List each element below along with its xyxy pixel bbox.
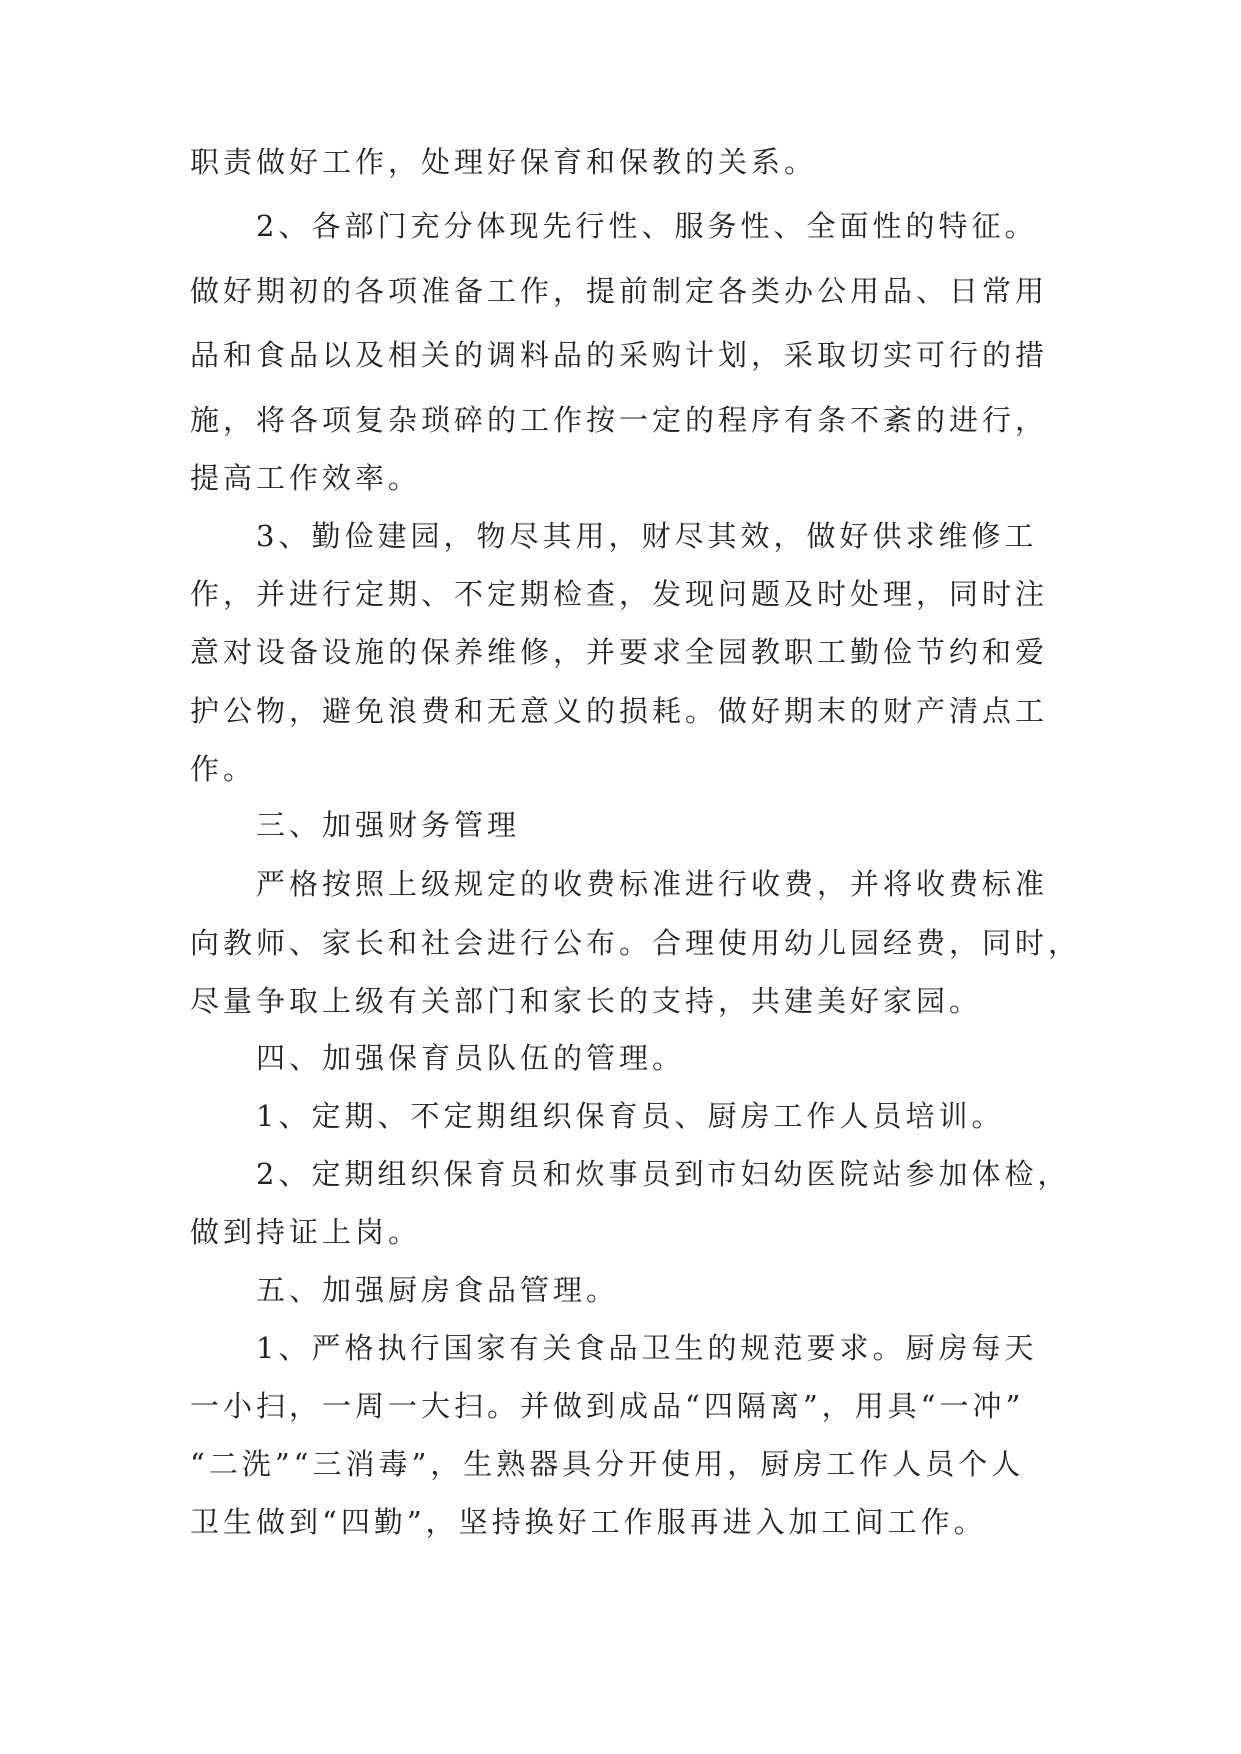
text-line: 3、勤俭建园，物尽其用，财尽其效，做好供求维修工 xyxy=(256,519,1038,553)
text-line: 施，将各项复杂琐碎的工作按一定的程序有条不紊的进行， xyxy=(190,403,1049,437)
text-line: 一小扫，一周一大扫。并做到成品“四隔离”，用具“一冲” xyxy=(190,1389,1025,1423)
text-line: 1、严格执行国家有关食品卫生的规范要求。厨房每天 xyxy=(256,1331,1038,1365)
text-line: 护公物，避免浪费和无意义的损耗。做好期末的财产清点工 xyxy=(190,694,1049,728)
text-line: 做到持证上岗。 xyxy=(190,1215,422,1249)
section-heading: 三、加强财务管理 xyxy=(256,808,521,842)
text-line: 2、各部门充分体现先行性、服务性、全面性的特征。 xyxy=(256,209,1038,243)
section-heading: 四、加强保育员队伍的管理。 xyxy=(256,1041,686,1075)
text-line: 2、定期组织保育员和炊事员到市妇幼医院站参加体检， xyxy=(256,1157,1071,1191)
text-line: 严格按照上级规定的收费标准进行收费，并将收费标准 xyxy=(256,867,1049,901)
text-line: 向教师、家长和社会进行公布。合理使用幼儿园经费，同时， xyxy=(190,926,1082,960)
text-line: 作，并进行定期、不定期检查，发现问题及时处理，同时注 xyxy=(190,577,1049,611)
section-heading: 五、加强厨房食品管理。 xyxy=(256,1273,620,1307)
text-line: 意对设备设施的保养维修，并要求全园教职工勤俭节约和爱 xyxy=(190,635,1049,669)
text-line: 1、定期、不定期组织保育员、厨房工作人员培训。 xyxy=(256,1099,1005,1133)
text-line: 职责做好工作，处理好保育和保教的关系。 xyxy=(190,145,818,179)
text-line: 尽量争取上级有关部门和家长的支持，共建美好家园。 xyxy=(190,984,983,1018)
text-line: “二洗”“三消毒”，生熟器具分开使用，厨房工作人员个人 xyxy=(190,1447,1025,1481)
text-line: 卫生做到“四勤”，坚持换好工作服再进入加工间工作。 xyxy=(190,1505,987,1539)
text-line: 品和食品以及相关的调料品的采购计划，采取切实可行的措 xyxy=(190,338,1049,372)
text-line: 做好期初的各项准备工作，提前制定各类办公用品、日常用 xyxy=(190,274,1049,308)
text-line: 作。 xyxy=(190,752,257,786)
text-line: 提高工作效率。 xyxy=(190,461,422,495)
